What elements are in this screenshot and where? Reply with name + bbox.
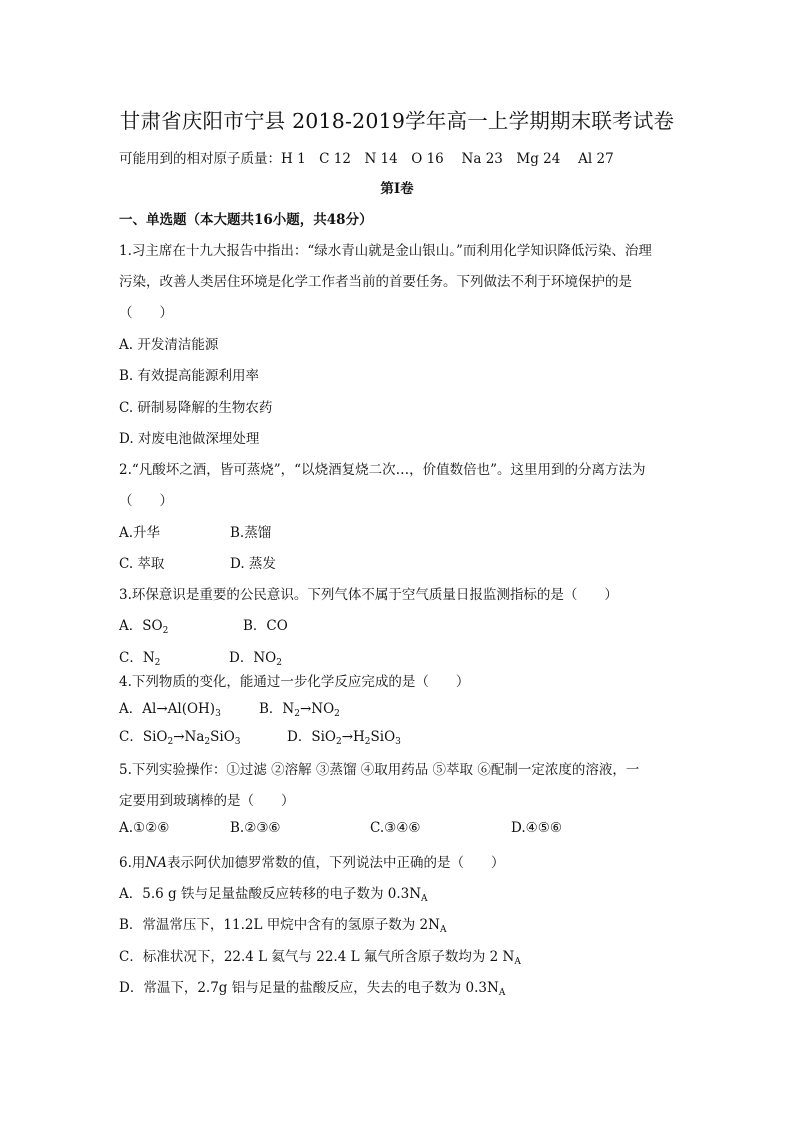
q3-stem: 3.环保意识是重要的公民意识。下列气体不属于空气质量日报监测指标的是（ ）	[119, 587, 618, 603]
q4-option-b: B．$N_2\to NO_2$	[259, 701, 340, 719]
exam-title: 甘肃省庆阳市宁县 2018-2019学年高一上学期期末联考试卷	[119, 109, 675, 133]
q5-stem-line1: 5.下列实验操作：①过滤 ②溶解 ③蒸馏 ④取用药品 ⑤萃取 ⑥配制一定浓度的溶液，一	[119, 762, 640, 778]
q3-option-c: C．$N_2$	[119, 650, 161, 668]
q5-option-c: C.③④⑥	[370, 820, 421, 836]
q4-option-a: A．$Al\to Al(OH)_3$	[119, 701, 221, 719]
q1-stem-line2: 污染，改善人类居住环境是化学工作者当前的首要任务。下列做法不利于环境保护的是	[119, 274, 632, 290]
q1-stem-line1: 1.习主席在十九大报告中指出：“绿水青山就是金山银山。”而利用化学知识降低污染、治理	[119, 243, 652, 259]
q2-stem: 2.“凡酸坏之酒，皆可蒸烧”，“以烧酒复烧二次…，价值数倍也”。这里用到的分离方法为	[119, 462, 646, 478]
q2-option-b: B.蒸馏	[230, 525, 272, 541]
q4-option-d: D．$SiO_2\to H_2SiO_3$	[287, 729, 401, 747]
q1-option-a: A. 开发清洁能源	[119, 337, 219, 353]
q6-stem: 6.用NA表示阿伏加德罗常数的值，下列说法中正确的是（ ）	[119, 855, 505, 871]
q6-option-d: D．常温下，2.7g 铝与足量的盐酸反应，失去的电子数为 $0.3N_A$	[119, 980, 506, 998]
q1-option-b: B. 有效提高能源利用率	[119, 368, 260, 384]
atomic-masses-line: 可能用到的相对原子质量：H 1 C 12 N 14 O 16 Na 23 Mg 24 Al 27	[119, 151, 614, 167]
q6-option-c: C．标准状况下，22.4 L 氦气与 22.4 L 氟气所含原子数均为 2 $N_A$	[119, 949, 521, 967]
q6-option-a: A．5.6 g 铁与足量盐酸反应转移的电子数为 $0.3N_A$	[119, 886, 428, 904]
q5-stem-line2: 定要用到玻璃棒的是（ ）	[119, 793, 295, 809]
q2-option-c: C. 萃取	[119, 556, 165, 572]
q5-option-a: A.①②⑥	[119, 820, 170, 836]
q4-option-c: C．$SiO_2\to Na_2SiO_3$	[119, 729, 241, 747]
q1-option-c: C. 研制易降解的生物农药	[119, 400, 273, 416]
q3-option-b: B．CO	[243, 618, 288, 634]
q6-option-b: B．常温常压下，11.2L 甲烷中含有的氢原子数为 $2N_A$	[119, 917, 447, 935]
q3-option-d: D．$NO_2$	[229, 650, 282, 668]
q3-option-a: A．$SO_2$	[119, 618, 169, 636]
q2-answer-paren: （ ）	[119, 493, 173, 509]
q4-stem: 4.下列物质的变化，能通过一步化学反应完成的是（ ）	[119, 674, 470, 690]
part-heading: 一、单选题（本大题共16小题，共48分）	[119, 212, 373, 228]
q1-option-d: D. 对废电池做深埋处理	[119, 431, 260, 447]
q5-option-b: B.②③⑥	[230, 820, 281, 836]
q2-option-d: D. 蒸发	[230, 556, 276, 572]
section-label: 第Ⅰ卷	[380, 181, 414, 197]
q1-answer-paren: （ ）	[119, 305, 173, 321]
q2-option-a: A.升华	[119, 525, 161, 541]
q5-option-d: D.④⑤⑥	[511, 820, 562, 836]
